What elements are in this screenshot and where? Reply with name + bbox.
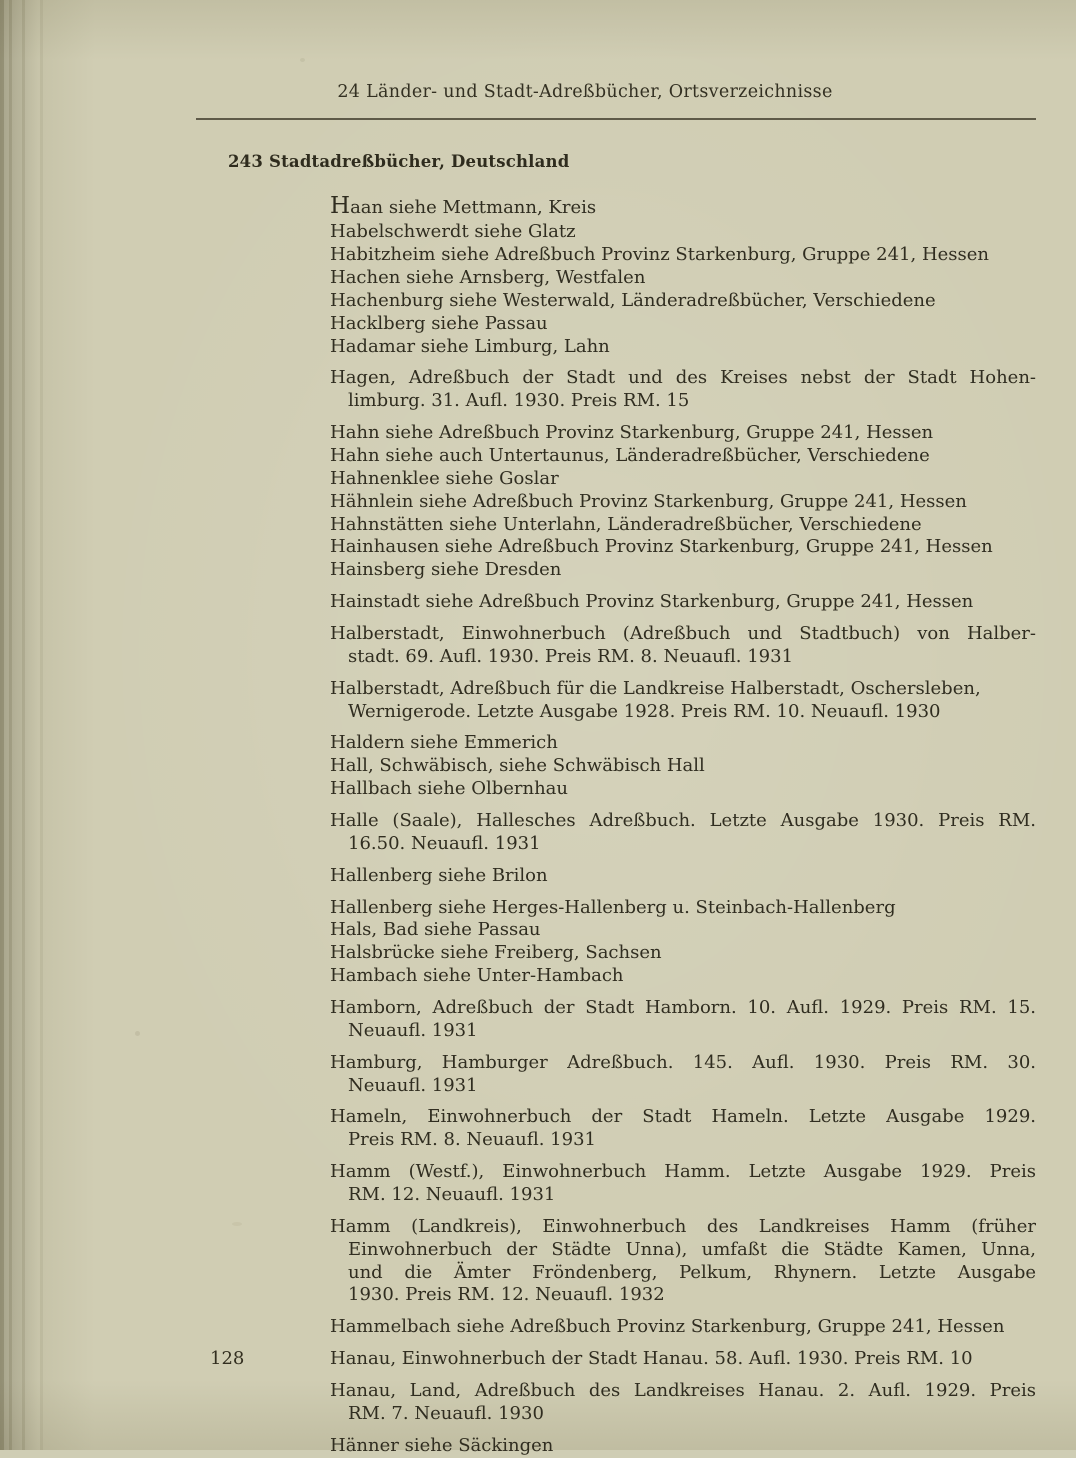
directory-entry: [330, 559, 1036, 582]
entry-line: Hallenberg siehe Brilon: [330, 864, 548, 886]
entry-line: Hachen siehe Arnsberg, Westfalen: [330, 266, 646, 288]
entry-line: Hamm (Landkreis), Einwohnerbuch des Landkreises Hamm (früher: [330, 1215, 1036, 1237]
entry-line: Hähnlein siehe Adreßbuch Provinz Starkenburg, Gruppe 241, Hessen: [330, 490, 967, 512]
entry-line: Wernigerode. Letzte Ausgabe 1928. Preis RM. 10. Neuaufl. 1930: [348, 700, 941, 722]
entry-line: Neuaufl. 1931: [348, 1019, 478, 1041]
entry-line: Hahn siehe auch Untertaunus, Länderadreßbücher, Verschiedene: [330, 444, 930, 466]
entry-line: 16.50. Neuaufl. 1931: [348, 832, 541, 854]
section-heading: 243 Stadtadreßbücher, Deutschland: [228, 152, 570, 171]
entry-line: Hahn siehe Adreßbuch Provinz Starkenburg, Gruppe 241, Hessen: [330, 422, 934, 444]
entry-line: Halberstadt, Adreßbuch für die Landkreise Halberstadt, Oschersleben,: [330, 677, 981, 699]
entry-line: Hainstadt siehe Adreßbuch Provinz Starkenburg, Gruppe 241, Hessen: [330, 591, 974, 613]
directory-entry: [330, 732, 1036, 755]
entry-line: Hambach siehe Unter-Hambach: [330, 965, 624, 987]
directory-entry: [330, 468, 1036, 491]
directory-entry: [330, 491, 1036, 514]
entry-line: Hallbach siehe Olbernhau: [330, 778, 569, 800]
entry-line: Haldern siehe Emmerich: [330, 732, 558, 754]
directory-entry: [330, 919, 1036, 942]
entry-line: Halle (Saale), Hallesches Adreßbuch. Letzte Ausgabe 1930. Preis RM.: [330, 809, 1036, 831]
entry-line: RM. 12. Neuaufl. 1931: [348, 1184, 556, 1205]
directory-entry: [330, 997, 1036, 1043]
entry-line: Hagen, Adreßbuch der Stadt und des Kreises nebst der Stadt Hohen-: [330, 367, 1036, 389]
header-rule: [196, 118, 1036, 120]
entry-line: Hanau, Einwohnerbuch der Stadt Hanau. 58. Aufl. 1930. Preis RM. 10: [330, 1348, 973, 1370]
entry-line: Hals, Bad siehe Passau: [330, 919, 541, 941]
directory-entry: [330, 1348, 1036, 1371]
directory-entry: [330, 778, 1036, 801]
directory-entry: [330, 810, 1036, 856]
directory-entry: [330, 1106, 1036, 1152]
entry-line: Haan siehe Mettmann, Kreis: [330, 193, 597, 219]
directory-entry: [330, 244, 1036, 267]
entry-line: Halsbrücke siehe Freiberg, Sachsen: [330, 942, 662, 964]
directory-entry: [330, 965, 1036, 988]
directory-entry: [330, 1380, 1036, 1426]
page-number: 128: [210, 1348, 245, 1369]
entry-line: limburg. 31. Aufl. 1930. Preis RM. 15: [348, 390, 690, 412]
entry-line: Halberstadt, Einwohnerbuch (Adreßbuch und Stadtbuch) von Halber-: [330, 622, 1036, 644]
directory-entry: [330, 942, 1036, 965]
running-head: 24 Länder- und Stadt-Adreßbücher, Ortsverzeichnisse: [337, 82, 833, 102]
directory-entry: [330, 536, 1036, 559]
entry-list: [330, 192, 1036, 1458]
entry-line: Hainsberg siehe Dresden: [330, 559, 562, 581]
entry-line: Hacklberg siehe Passau: [330, 312, 548, 334]
entry-line: Habitzheim siehe Adreßbuch Provinz Starkenburg, Gruppe 241, Hessen: [330, 244, 990, 266]
entry-line: Hanau, Land, Adreßbuch des Landkreises Hanau. 2. Aufl. 1929. Preis: [330, 1380, 1036, 1402]
directory-entry: [330, 1435, 1036, 1458]
directory-entry: [330, 290, 1036, 313]
directory-entry: [330, 678, 1036, 724]
directory-entry: [330, 1052, 1036, 1098]
entry-line: RM. 7. Neuaufl. 1930: [348, 1402, 544, 1424]
directory-entry: [330, 1216, 1036, 1307]
entry-line: Hachenburg siehe Westerwald, Länderadreßbücher, Verschiedene: [330, 289, 936, 311]
entry-line: Hadamar siehe Limburg, Lahn: [330, 335, 610, 357]
directory-entry: [330, 1161, 1036, 1207]
directory-entry: [330, 422, 1036, 445]
directory-entry: [330, 1316, 1036, 1339]
directory-entry: [330, 445, 1036, 468]
directory-entry: [330, 591, 1036, 614]
entry-line: 1930. Preis RM. 12. Neuaufl. 1932: [348, 1284, 665, 1306]
entry-line: Hainhausen siehe Adreßbuch Provinz Starkenburg, Gruppe 241, Hessen: [330, 536, 993, 558]
directory-entry: [330, 755, 1036, 778]
entry-line: Habelschwerdt siehe Glatz: [330, 221, 576, 243]
entry-line: Einwohnerbuch der Städte Unna), umfaßt die Städte Kamen, Unna,: [348, 1238, 1036, 1260]
directory-entry: [330, 313, 1036, 336]
entry-line: Hall, Schwäbisch, siehe Schwäbisch Hall: [330, 755, 705, 777]
entry-line: stadt. 69. Aufl. 1930. Preis RM. 8. Neuaufl. 1931: [348, 645, 794, 667]
directory-entry: [330, 623, 1036, 669]
entry-line: Hammelbach siehe Adreßbuch Provinz Starkenburg, Gruppe 241, Hessen: [330, 1316, 1005, 1338]
entry-line: Hameln, Einwohnerbuch der Stadt Hameln. Letzte Ausgabe 1929.: [330, 1106, 1036, 1128]
directory-entry: [330, 267, 1036, 290]
entry-line: Hänner siehe Säckingen: [330, 1434, 554, 1456]
directory-entry: [330, 221, 1036, 244]
directory-entry: [330, 865, 1036, 888]
entry-line: Preis RM. 8. Neuaufl. 1931: [348, 1129, 596, 1151]
directory-entry: [330, 367, 1036, 413]
entry-line: Hamm (Westf.), Einwohnerbuch Hamm. Letzte Ausgabe 1929. Preis: [330, 1161, 1036, 1183]
entry-line: Hahnenklee siehe Goslar: [330, 467, 559, 489]
directory-entry: [330, 514, 1036, 537]
entry-line: und die Ämter Fröndenberg, Pelkum, Rhynern. Letzte Ausgabe: [348, 1261, 1036, 1283]
directory-entry: [330, 897, 1036, 920]
entry-line: Neuaufl. 1931: [348, 1074, 478, 1096]
entry-line: Hamborn, Adreßbuch der Stadt Hamborn. 10. Aufl. 1929. Preis RM. 15.: [330, 996, 1036, 1018]
entry-line: Hallenberg siehe Herges-Hallenberg u. Steinbach-Hallenberg: [330, 896, 896, 918]
entry-line: Hamburg, Hamburger Adreßbuch. 145. Aufl. 1930. Preis RM. 30.: [330, 1051, 1036, 1073]
entry-line: Hahnstätten siehe Unterlahn, Länderadreßbücher, Verschiedene: [330, 513, 922, 535]
directory-entry: [330, 336, 1036, 359]
drop-cap: H: [330, 193, 351, 219]
directory-entry: [330, 192, 1036, 221]
